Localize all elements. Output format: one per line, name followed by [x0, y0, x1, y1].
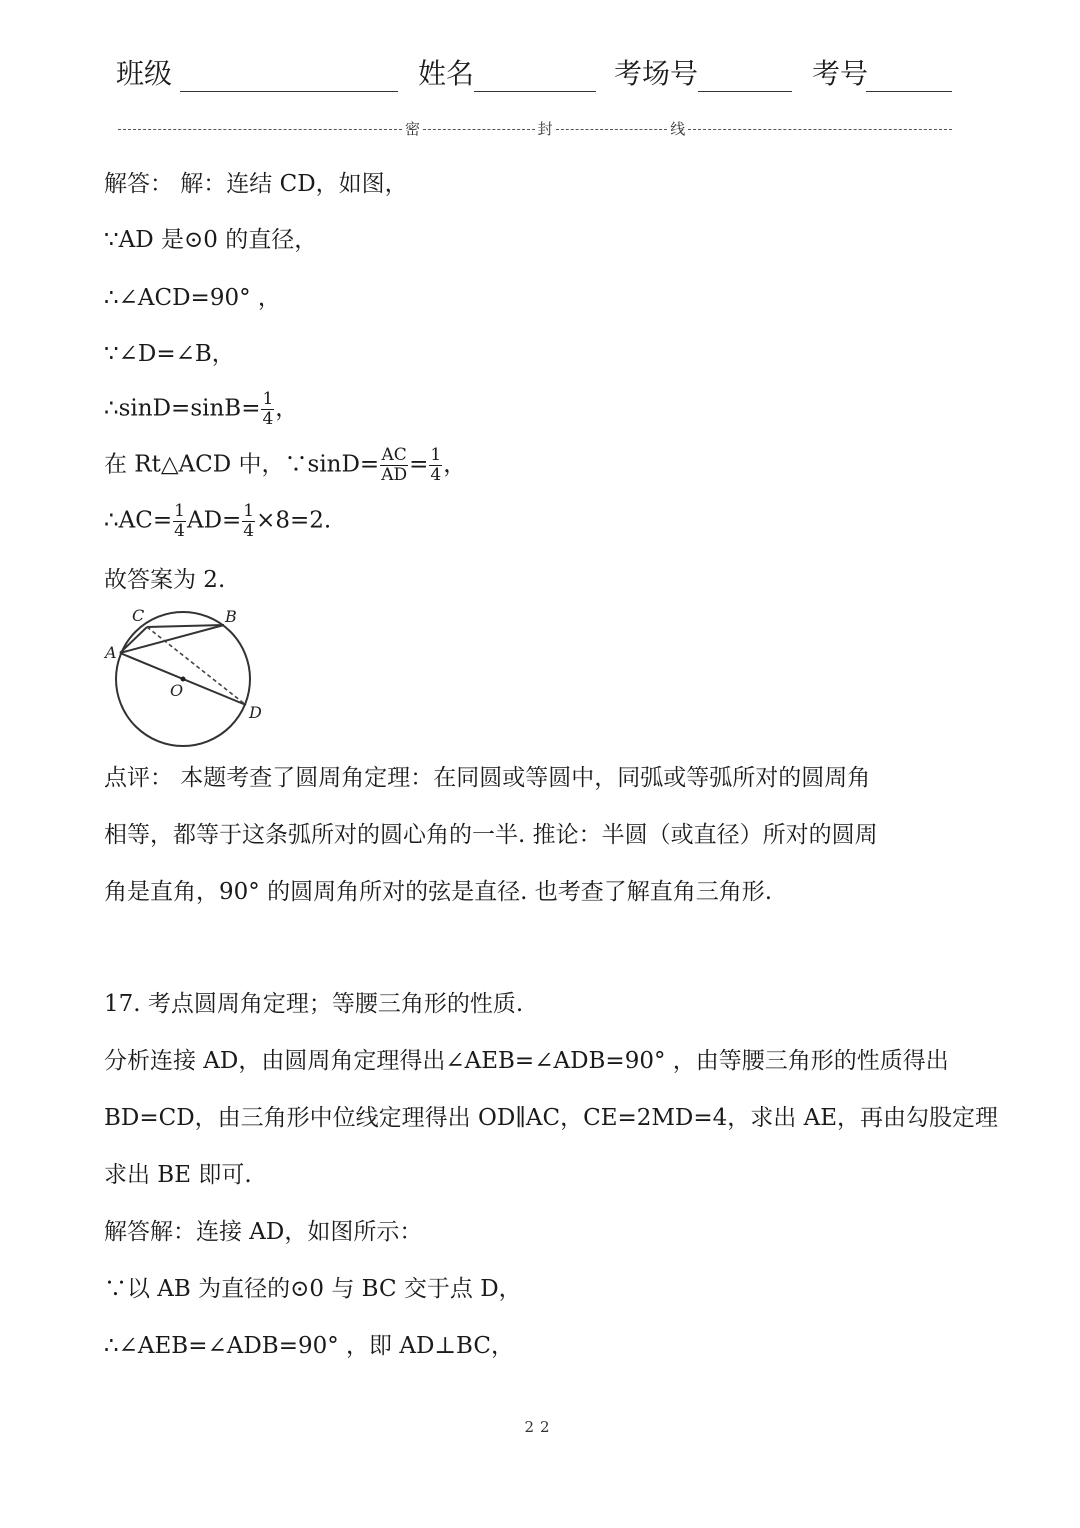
q17-line-3: BD=CD，由三角形中位线定理得出 OD∥AC，CE=2MD=4，求出 AE，再由勾股定理: [104, 1105, 998, 1131]
fraction-denominator: 4: [243, 521, 255, 541]
q17-line-5: 解答解：连接 AD，如图所示：: [104, 1219, 423, 1245]
exam-room-blank: [698, 91, 792, 92]
segment-cb: [147, 625, 224, 627]
solution-line-8: 故答案为 2.: [104, 567, 226, 593]
fraction-numerator: 1: [243, 501, 255, 521]
exam-number-blank: [866, 91, 952, 92]
exam-number-label: 考号: [812, 57, 869, 90]
student-info-header: [0, 52, 1080, 102]
solution-line-2: ∵AD 是⊙0 的直径，: [104, 227, 318, 253]
fraction-numerator: 1: [430, 445, 442, 465]
circle-diagram: [100, 600, 280, 750]
fraction-denominator: 4: [174, 521, 185, 541]
text-segment: =: [409, 451, 429, 478]
q17-line-4: 求出 BE 即可.: [104, 1162, 252, 1188]
label-c: C: [132, 606, 145, 625]
q17-line-1: 17. 考点圆周角定理；等腰三角形的性质.: [104, 991, 524, 1017]
seal-dash: [688, 129, 952, 130]
q17-line-7: ∴∠AEB=∠ADB=90° ，即 AD⊥BC，: [104, 1333, 514, 1359]
text-segment: ，: [275, 395, 299, 422]
solution-line-5: [104, 390, 298, 429]
fraction-numerator: 1: [174, 501, 185, 521]
name-label: 姓名: [418, 57, 475, 90]
name-blank: [474, 91, 596, 92]
fraction-numerator: AC: [381, 445, 407, 465]
seal-char-xian: 线: [670, 119, 686, 138]
exam-room-label: 考场号: [614, 57, 699, 90]
circle-figure: [100, 600, 280, 750]
text-segment: ∴sinD=sinB=: [104, 395, 261, 422]
text-segment: 在 Rt△ACD 中，∵sinD=: [104, 451, 380, 478]
text-segment: AD=: [186, 507, 242, 534]
label-o: O: [170, 681, 184, 700]
label-a: A: [105, 643, 117, 662]
label-d: D: [249, 703, 262, 722]
fraction-denominator: AD: [381, 465, 408, 485]
seal-dash: [118, 129, 402, 130]
fraction-numerator: 1: [262, 389, 274, 409]
comment-line-2: 相等，都等于这条弧所对的圆心角的一半. 推论：半圆（或直径）所对的圆周: [104, 822, 878, 848]
fraction-denominator: 4: [262, 409, 274, 429]
solution-line-7: [104, 502, 331, 541]
fraction: [380, 446, 408, 485]
fraction: [173, 502, 186, 541]
page-number: 22: [524, 1418, 556, 1436]
seal-char-feng: 封: [537, 119, 553, 138]
solution-line-3: ∴∠ACD=90° ，: [104, 285, 281, 311]
q17-line-6: ∵以 AB 为直径的⊙0 与 BC 交于点 D，: [104, 1276, 522, 1302]
comment-line-1: 点评： 本题考查了圆周角定理：在同圆或等圆中，同弧或等弧所对的圆周角: [104, 765, 871, 791]
text-segment: ×8=2.: [256, 507, 332, 534]
q17-line-2: 分析连接 AD，由圆周角定理得出∠AEB=∠ADB=90° ，由等腰三角形的性质得出: [104, 1048, 949, 1074]
solution-line-6: [104, 446, 466, 485]
label-b: B: [225, 607, 237, 626]
fraction: [261, 390, 274, 429]
class-label: 班级: [116, 57, 173, 90]
fraction: [429, 446, 442, 485]
comment-line-3: 角是直角，90° 的圆周角所对的弦是直径. 也考查了解直角三角形.: [104, 879, 773, 905]
fraction-denominator: 4: [430, 465, 442, 485]
segment-cd-dashed: [147, 627, 246, 705]
solution-line-4: ∵∠D=∠B，: [104, 341, 235, 367]
seal-line: [118, 116, 952, 140]
fraction: [242, 502, 255, 541]
seal-char-mi: 密: [405, 119, 421, 138]
seal-dash: [423, 129, 535, 130]
class-blank: [180, 91, 398, 92]
text-segment: ，: [443, 451, 467, 478]
solution-line-1: 解答： 解：连结 CD，如图，: [104, 171, 408, 197]
text-segment: ∴AC=: [104, 507, 173, 534]
seal-dash: [556, 129, 668, 130]
